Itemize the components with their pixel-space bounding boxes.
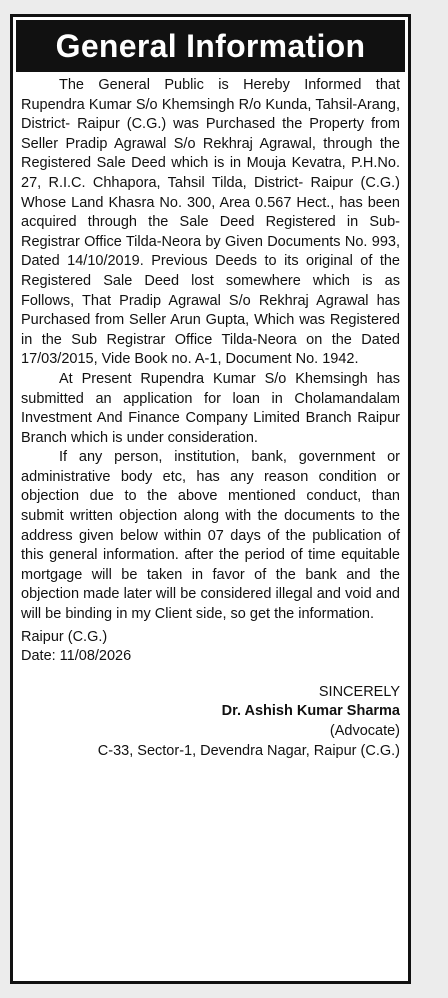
- title-banner: [16, 20, 405, 72]
- place: Raipur (C.G.): [21, 628, 108, 645]
- signatory-designation: (Advocate): [329, 723, 400, 739]
- signatory-address: C-33, Sector-1, Devendra Nagar, Raipur (C.G.): [97, 742, 400, 759]
- notice-date: Date: 11/08/2026: [21, 648, 132, 665]
- paragraph-objection-instructions: If any person, institution, bank, government or administrative body etc, has any reason condition or objection due to the above mentioned conduct, than submit written objection along with the documents to the address given below within 07 days of the publication of this general information. after the period of time equitable mortgage will be taken in favor of the bank and the objection made later will be considered illegal and void and will be binding in my Client side, so get the information.: [21, 449, 400, 623]
- general-information-notice: [10, 14, 411, 984]
- notice-body: [13, 72, 408, 761]
- notice-title: General Information: [55, 27, 366, 64]
- signatory-name: Dr. Ashish Kumar Sharma: [221, 703, 400, 720]
- paragraph-purchase-details: The General Public is Hereby Informed that Rupendra Kumar S/o Khemsingh R/o Kunda, Tahsil-Arang, District- Raipur (C.G.) was Purchased the Property from Seller Pradip Agrawal S/o Rekhraj Agrawal, through the Registered Sale Deed which is in Mouja Kevatra, P.H.No. 27, R.I.C. Chhapora, Tahsil Tilda, District- Raipur (C.G.) Whose Land Khasra No. 300, Area 0.567 Hect., has been acquired through the Sale Deed Registered in Sub-Registrar Office Tilda-Neora by Given Documents No. 993, Dated 14/10/2019. Previous Deeds to its original of the Registered Sale Deed lost somewhere which is as Follows, That Pradip Agrawal S/o Rekhraj Agrawal has Purchased from Seller Arun Gupta, Which was Registered in the Sub Registrar Office Tilda-Neora on the Dated 17/03/2015, Vide Book no. A-1, Document No. 1942.: [21, 77, 400, 368]
- paragraph-loan-application: At Present Rupendra Kumar S/o Khemsingh has submitted an application for loan in Cholamandalam Investment And Finance Company Limited Branch Raipur Branch which is under consideration.: [21, 370, 400, 446]
- closing: SINCERELY: [318, 683, 400, 700]
